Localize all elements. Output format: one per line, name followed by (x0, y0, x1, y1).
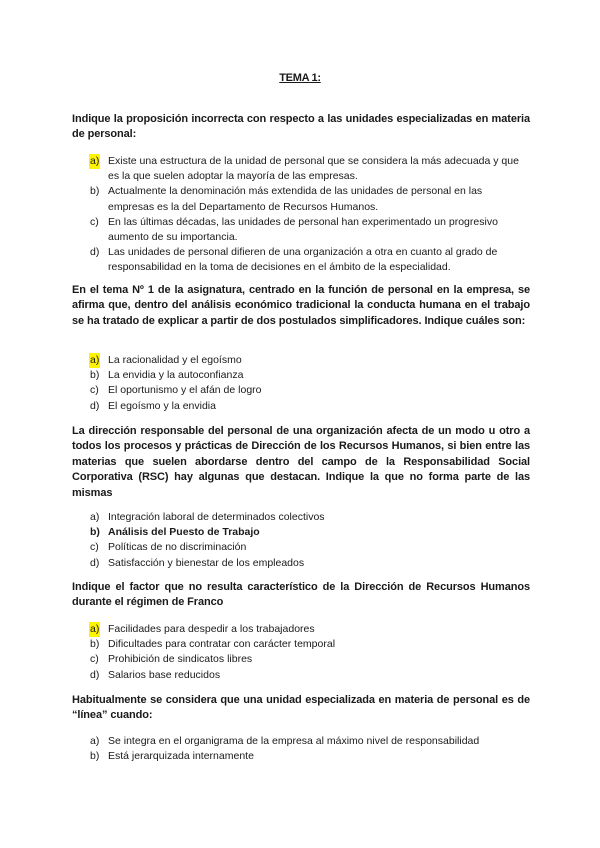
option-5b (90, 749, 530, 764)
option-text: El oportunismo y el afán de logro (108, 384, 262, 397)
option-letter: b) (90, 185, 100, 198)
option-text: Análisis del Puesto de Trabajo (108, 526, 260, 539)
option-4b (90, 637, 530, 652)
option-4c (90, 652, 530, 667)
option-4a (90, 622, 530, 637)
option-3c (90, 540, 530, 555)
option-text: Está jerarquizada internamente (108, 750, 254, 763)
option-text: Las unidades de personal difieren de una organización a otra en cuanto al grado de responsabilidad en la toma de decisiones en el ámbito de la especialidad. (108, 246, 498, 274)
option-text: Satisfacción y bienestar de los empleados (108, 556, 305, 569)
option-letter: a) (90, 511, 100, 523)
option-text: Políticas de no discriminación (108, 541, 247, 554)
option-1d (90, 245, 530, 275)
option-letter: a) (90, 735, 100, 747)
option-letter: d) (90, 556, 100, 569)
option-letter: c) (90, 541, 99, 554)
question-1-options (90, 154, 530, 276)
option-letter-highlighted: a) (89, 353, 100, 368)
option-4d (90, 668, 530, 683)
option-3a (90, 510, 530, 525)
option-letter: d) (90, 399, 100, 412)
option-letter: c) (90, 653, 99, 666)
option-5a (90, 734, 530, 749)
option-text: El egoísmo y la envidia (108, 399, 216, 412)
question-3-options (90, 510, 530, 571)
option-letter: c) (90, 384, 99, 397)
question-2: En el tema Nº 1 de la asignatura, centrado en la función de personal en la empresa, se afirma que, dentro del análisis económico tradicional la conducta humana en el trabajo se ha tratado de explicar a partir de dos postulados simplificadores. Indique cuáles son: (72, 284, 530, 327)
option-text: Integración laboral de determinados colectivos (108, 511, 325, 523)
option-text: Dificultades para contratar con carácter temporal (108, 638, 336, 651)
option-letter: b) (90, 369, 100, 382)
question-4: Indique el factor que no resulta característico de la Dirección de Recursos Humanos durante el régimen de Franco (72, 581, 530, 609)
option-1b (90, 184, 530, 214)
option-1c (90, 215, 530, 245)
question-3: La dirección responsable del personal de una organización afecta de un modo u otro a todos los procesos y prácticas de Dirección de los Recursos Humanos, si bien entre las materias que suelen abordarse dentro del campo de la Responsabilidad Social Corporativa (RSC) hay algunas que destacan. Indique la que no forma parte de las mismas (72, 425, 530, 499)
question-1: Indique la proposición incorrecta con respecto a las unidades especializadas en materia de personal: (72, 113, 530, 141)
option-text: Se integra en el organigrama de la empresa al máximo nivel de responsabilidad (108, 735, 480, 747)
option-2a (90, 353, 530, 368)
option-1a (90, 154, 530, 184)
question-5-options (90, 734, 530, 764)
option-letter-highlighted: a) (89, 622, 100, 637)
option-text: Prohibición de sindicatos libres (108, 653, 253, 666)
option-2d (90, 399, 530, 414)
option-2b (90, 368, 530, 383)
option-letter: b) (90, 750, 100, 763)
question-5: Habitualmente se considera que una unidad especializada en materia de personal es de “línea” cuando: (72, 694, 530, 722)
option-3d (90, 556, 530, 571)
option-text: La envidia y la autoconfianza (108, 369, 244, 382)
option-letter-highlighted: a) (89, 154, 100, 169)
option-text: La racionalidad y el egoísmo (108, 354, 242, 366)
option-text: Salarios base reducidos (108, 668, 221, 681)
question-4-options (90, 622, 530, 683)
option-letter: d) (90, 668, 100, 681)
option-2c (90, 383, 530, 398)
option-letter: b) (90, 638, 100, 651)
option-3b-bold (90, 525, 530, 540)
option-letter: d) (90, 246, 100, 259)
page-title: TEMA 1: (279, 72, 321, 84)
option-text: Existe una estructura de la unidad de personal que se considera la más adecuada y que es la que suelen adoptar la mayoría de las empresas. (108, 155, 519, 183)
option-text: Facilidades para despedir a los trabajadores (108, 623, 315, 635)
option-letter: b) (90, 526, 100, 539)
option-text: Actualmente la denominación más extendida de las unidades de personal en las empresas es la del Departamento de Recursos Humanos. (108, 185, 483, 213)
option-text: En las últimas décadas, las unidades de personal han experimentado un progresivo aumento de su importancia. (108, 215, 498, 244)
question-2-options (90, 353, 530, 414)
option-letter: c) (90, 215, 99, 228)
